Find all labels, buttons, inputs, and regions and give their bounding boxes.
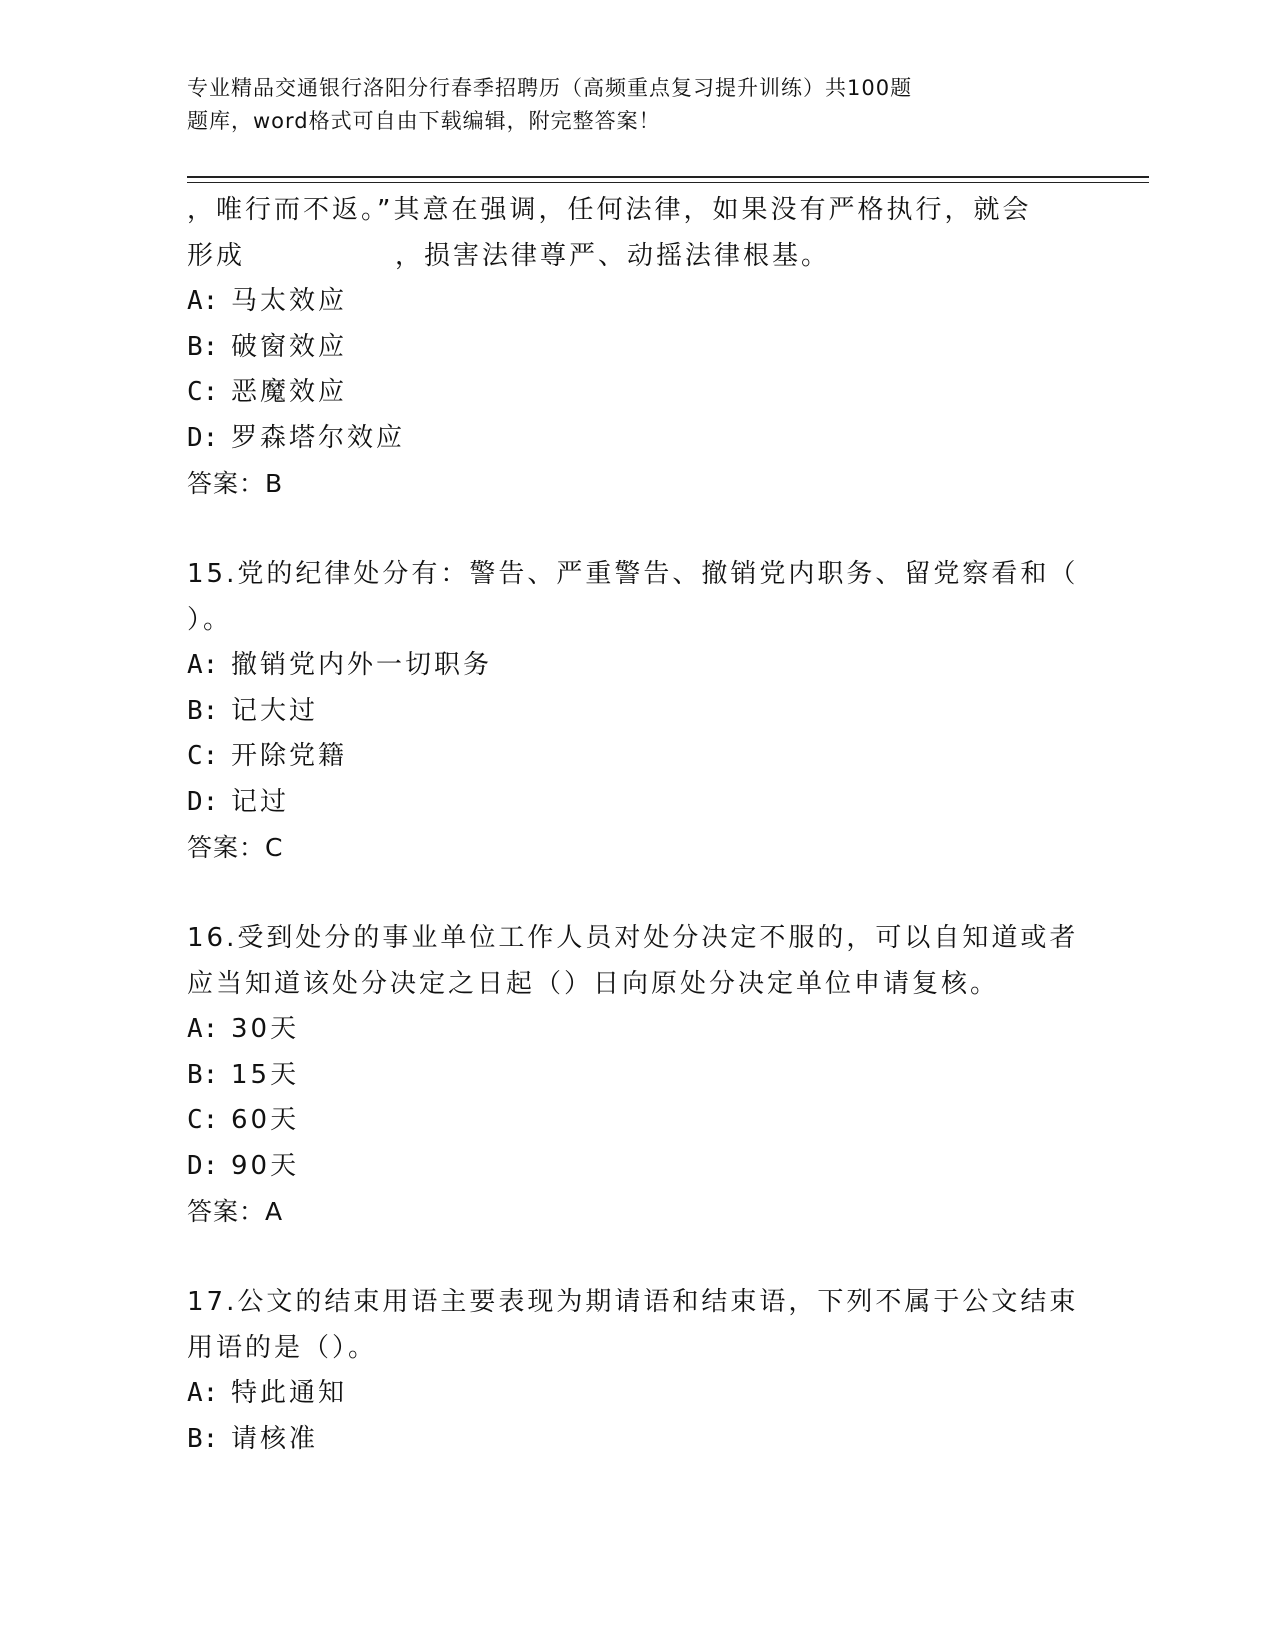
option-a [187,279,1087,325]
option-c [187,1098,1087,1144]
option-letter: D: [187,1150,219,1181]
header-title-line-1: 专业精品交通银行洛阳分行春季招聘历（高频重点复习提升训练）共100题 [187,76,913,100]
option-a [187,1007,1087,1053]
option-letter: B: [187,331,219,362]
option-text: 60天 [231,1105,300,1135]
question-stem-line: 15.党的纪律处分有：警告、严重警告、撤销党内职务、留党察看和（ [187,559,1079,589]
option-letter: A: [187,650,219,680]
stem-text: 形成 [187,240,246,271]
header-divider-thin [187,182,1149,183]
option-b [187,1053,1087,1099]
question-stem-line: 应当知道该处分决定之日起（）日向原处分决定单位申请复核。 [187,968,1000,999]
option-text: 请核准 [231,1423,319,1454]
option-text: 破窗效应 [231,331,348,362]
question-16 [187,916,1087,1235]
option-text: 马太效应 [231,286,348,316]
option-text: 30天 [231,1014,300,1044]
answer-line: 答案：A [187,1197,284,1226]
question-stem-line: 用语的是（）。 [187,1332,378,1363]
option-c [187,734,1087,780]
answer-line: 答案：B [187,469,284,498]
option-b [187,689,1087,735]
question-stem-line: ）。 [187,604,233,635]
question-15 [187,552,1087,871]
option-text: 90天 [231,1150,300,1181]
option-a [187,1371,1087,1417]
option-letter: C: [187,1105,219,1135]
question-spacer [187,871,1087,917]
question-17 [187,1280,1087,1462]
option-text: 特此通知 [231,1378,348,1408]
option-text: 记大过 [231,695,319,726]
question-14 [187,188,1087,507]
header-divider-thick [187,176,1149,178]
option-text: 记过 [231,786,290,817]
option-letter: A: [187,286,219,316]
option-letter: A: [187,1014,219,1044]
option-d [187,1144,1087,1190]
option-d [187,416,1087,462]
option-text: 恶魔效应 [231,377,348,407]
question-stem-line: 17.公文的结束用语主要表现为期请语和结束语，下列不属于公文结束 [187,1287,1079,1317]
question-stem-line [187,234,1087,280]
question-stem-line: ，唯行而不返。”其意在强调，任何法律，如果没有严格执行，就会 [187,195,1032,225]
option-text: 撤销党内外一切职务 [231,650,493,680]
option-text: 15天 [231,1059,300,1090]
question-stem-line: 16.受到处分的事业单位工作人员对处分决定不服的，可以自知道或者 [187,923,1079,953]
answer-line: 答案：C [187,833,284,862]
option-d [187,780,1087,826]
option-letter: C: [187,377,219,407]
option-letter: B: [187,1423,219,1454]
option-letter: D: [187,786,219,817]
option-text: 罗森塔尔效应 [231,422,406,453]
question-spacer [187,1235,1087,1281]
document-header [187,72,1047,138]
option-letter: C: [187,741,219,771]
option-letter: D: [187,422,219,453]
option-b [187,1417,1087,1463]
option-a [187,643,1087,689]
option-letter: B: [187,695,219,726]
option-c [187,370,1087,416]
option-b [187,325,1087,371]
stem-text: ，损害法律尊严、动摇法律根基。 [395,240,831,271]
header-title-line-2: 题库，word格式可自由下载编辑，附完整答案！ [187,109,661,133]
option-letter: A: [187,1378,219,1408]
question-list [187,188,1087,1462]
question-spacer [187,507,1087,553]
option-letter: B: [187,1059,219,1090]
option-text: 开除党籍 [231,741,348,771]
